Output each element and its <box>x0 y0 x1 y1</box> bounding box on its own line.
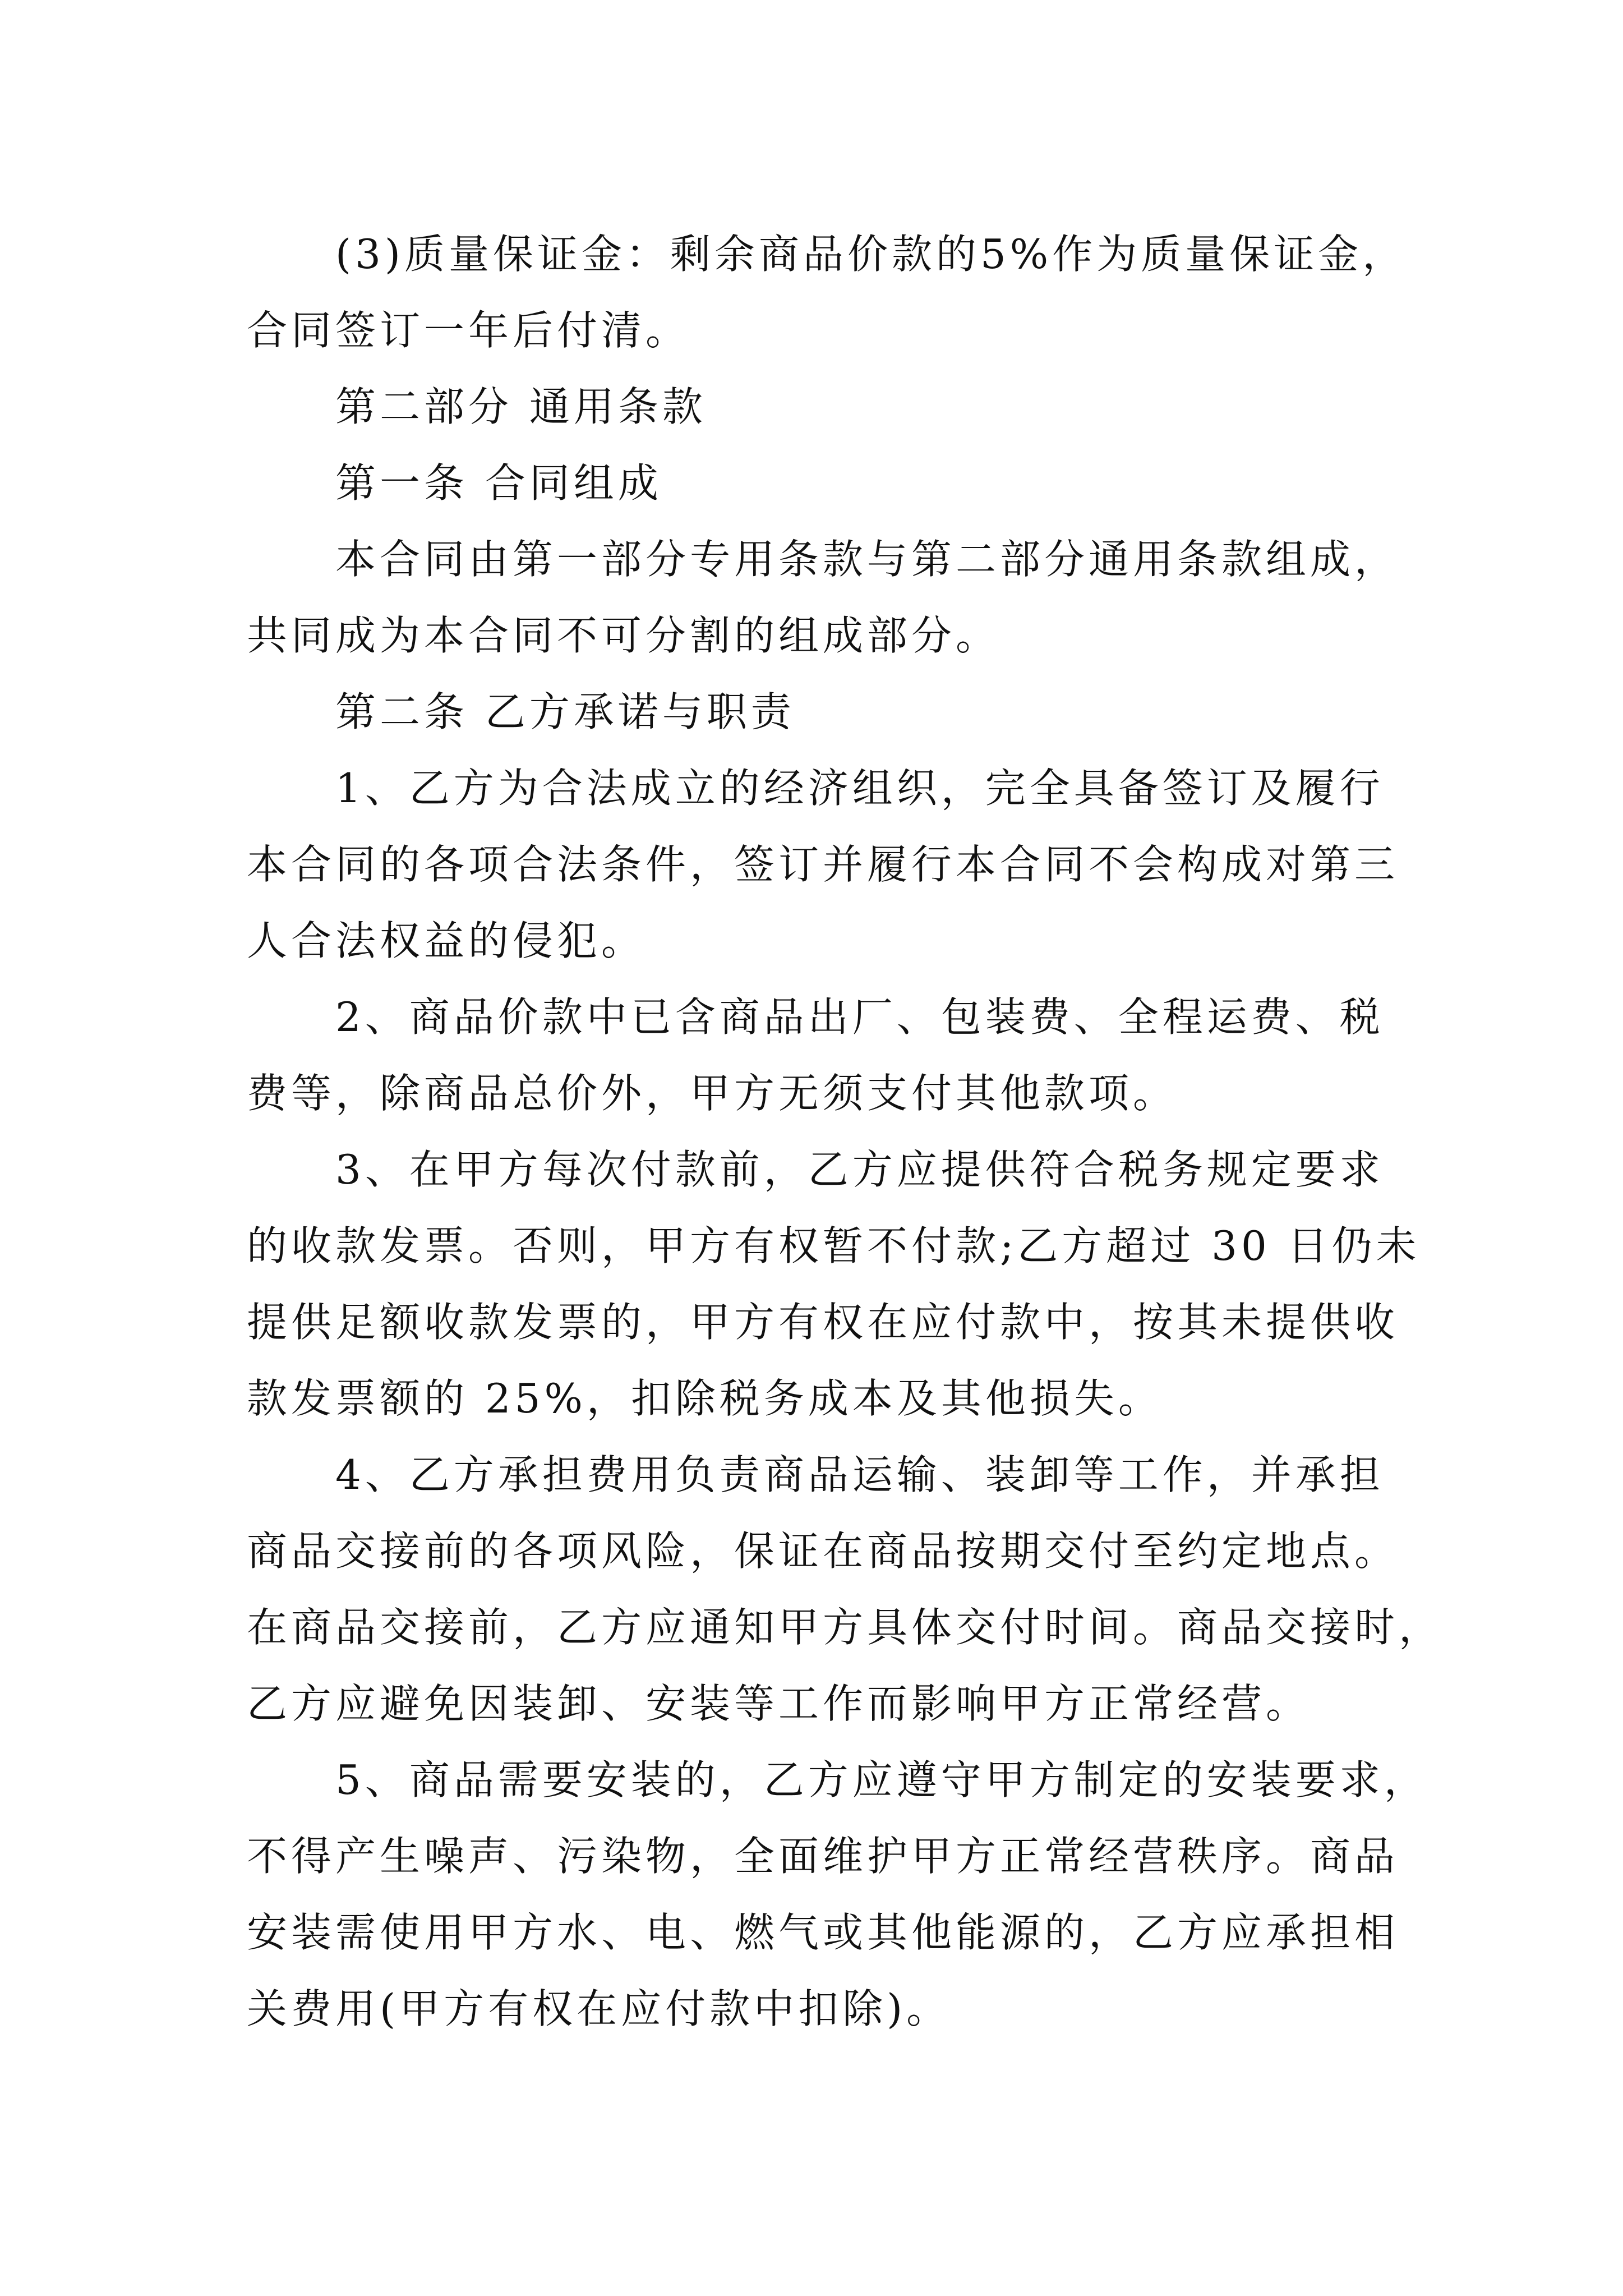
text-line: 1、乙方为合法成立的经济组织，完全具备签订及履行 <box>335 765 1384 812</box>
text-line: 5、商品需要安装的，乙方应遵守甲方制定的安装要求， <box>335 1756 1428 1803</box>
text-line: 合同签订一年后付清。 <box>247 307 690 354</box>
text-line: 乙方应避免因装卸、安装等工作而影响甲方正常经营。 <box>247 1680 1311 1727</box>
heading-article-one: 第一条 合同组成 <box>335 459 662 507</box>
text-line: 2、商品价款中已含商品出厂、包装费、全程运费、税 <box>335 993 1384 1041</box>
text-line: 人合法权益的侵犯。 <box>247 917 646 964</box>
text-line: 商品交接前的各项风险，保证在商品按期交付至约定地点。 <box>247 1527 1399 1575</box>
text-line: 共同成为本合同不可分割的组成部分。 <box>247 612 1000 659</box>
text-line: (3)质量保证金：剩余商品价款的5%作为质量保证金， <box>335 231 1407 278</box>
text-line: 安装需使用甲方水、电、燃气或其他能源的，乙方应承担相 <box>247 1909 1399 1956</box>
text-line: 关费用(甲方有权在应付款中扣除)。 <box>247 1985 951 2032</box>
paragraph-clause-2 <box>247 979 1391 1131</box>
text-line: 3、在甲方每次付款前，乙方应提供符合税务规定要求 <box>335 1146 1384 1193</box>
text-line: 的收款发票。否则，甲方有权暂不付款;乙方超过 30 日仍未 <box>247 1222 1421 1269</box>
paragraph-clause-5 <box>247 1742 1428 2047</box>
heading-article-two: 第二条 乙方承诺与职责 <box>335 688 795 735</box>
text-line: 提供足额收款发票的，甲方有权在应付款中，按其未提供收 <box>247 1299 1399 1346</box>
paragraph-clause-1 <box>247 750 1399 979</box>
paragraph-clause-4 <box>247 1437 1444 1742</box>
text-line: 本合同的各项合法条件，签订并履行本合同不会构成对第三 <box>247 841 1399 888</box>
paragraph-clause-3 <box>247 1131 1421 1437</box>
text-line: 款发票额的 25%，扣除税务成本及其他损失。 <box>247 1375 1163 1422</box>
paragraph-quality-deposit <box>247 216 1407 369</box>
text-line: 在商品交接前，乙方应通知甲方具体交付时间。商品交接时， <box>247 1604 1444 1651</box>
paragraph-article-one-body <box>247 521 1399 674</box>
text-line: 费等，除商品总价外，甲方无须支付其他款项。 <box>247 1070 1178 1117</box>
text-line: 不得产生噪声、污染物，全面维护甲方正常经营秩序。商品 <box>247 1833 1399 1880</box>
document-body <box>247 216 1444 2047</box>
text-line: 4、乙方承担费用负责商品运输、装卸等工作，并承担 <box>335 1451 1384 1498</box>
text-line: 本合同由第一部分专用条款与第二部分通用条款组成， <box>335 536 1399 583</box>
heading-part-two: 第二部分 通用条款 <box>335 383 707 430</box>
